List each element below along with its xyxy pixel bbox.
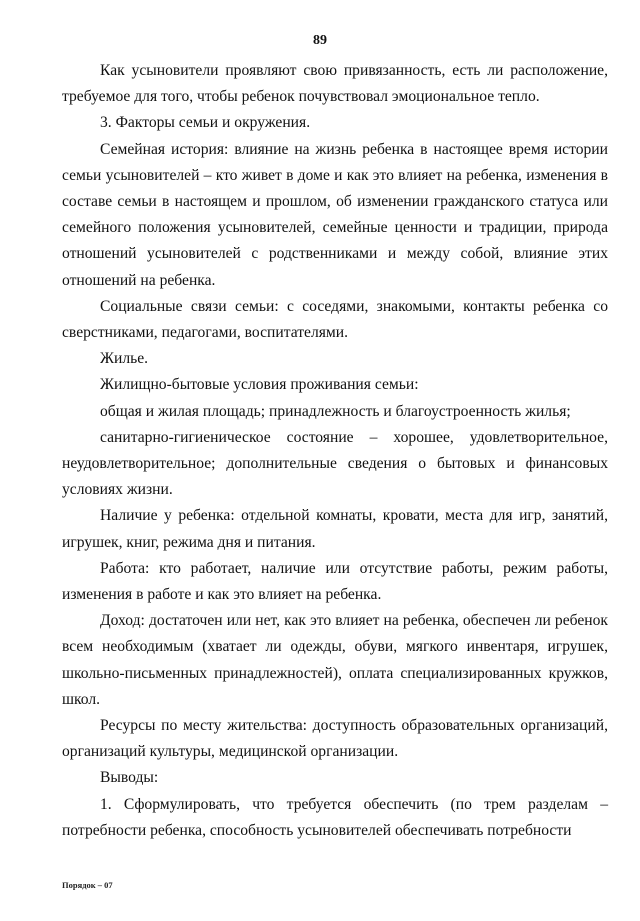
footer-label: Порядок – 07 [62,880,113,890]
paragraph-resources: Ресурсы по месту жительства: доступность образовательных организаций, организаций культуры, медицинской организации. [62,717,608,761]
body-text [62,58,608,844]
paragraph-housing: Жилье. [100,350,149,368]
paragraph-social-ties: Социальные связи семьи: с соседями, знакомыми, контакты ребенка со сверстниками, педагогами, воспитателями. [62,297,608,342]
paragraph-conclusions: Выводы: [100,769,159,787]
paragraph-formulate: 1. Сформулировать, что требуется обеспечить (по трем разделам – потребности ребенка, способность усыновителей обеспечивать потребности [62,795,608,839]
paragraph-work: Работа: кто работает, наличие или отсутствие работы, режим работы, изменения в работе и как это влияет на ребенка. [62,559,608,604]
paragraph-child-room: Наличие у ребенка: отдельной комнаты, кровати, места для игр, занятий, игрушек, книг, режима дня и питания. [62,507,608,551]
page-number: 89 [313,33,327,48]
paragraph-attachment: Как усыновители проявляют свою привязанность, есть ли расположение, требуемое для того, чтобы ребенок почувствовал эмоциональное тепло. [62,62,608,106]
paragraph-section-heading: 3. Факторы семьи и окружения. [100,114,311,132]
paragraph-living-conditions: Жилищно-бытовые условия проживания семьи: [100,376,419,394]
paragraph-income: Доход: достаточен или нет, как это влияет на ребенка, обеспечен ли ребенок всем необходимым (хватает ли одежды, обуви, мягкого инвентаря, игрушек, школьно-письменных принадлежностей), оплата специализированных кружков, школ. [62,612,608,708]
paragraph-family-history: Семейная история: влияние на жизнь ребенка в настоящее время истории семьи усыновителей – кто живет в доме и как это влияет на ребенка, изменения в составе семьи в настоящем и прошлом, об изменении гражданского статуса или семейного положения усыновителей, семейные ценности и традиции, природа отношений усыновителей с родственниками и между собой, влияние этих отношений на ребенка. [62,140,608,289]
paragraph-sanitary: санитарно-гигиеническое состояние – хорошее, удовлетворительное, неудовлетворительное; дополнительные сведения о бытовых и финансовых условиях жизни. [62,428,608,499]
paragraph-area: общая и жилая площадь; принадлежность и благоустроенность жилья; [100,402,571,420]
